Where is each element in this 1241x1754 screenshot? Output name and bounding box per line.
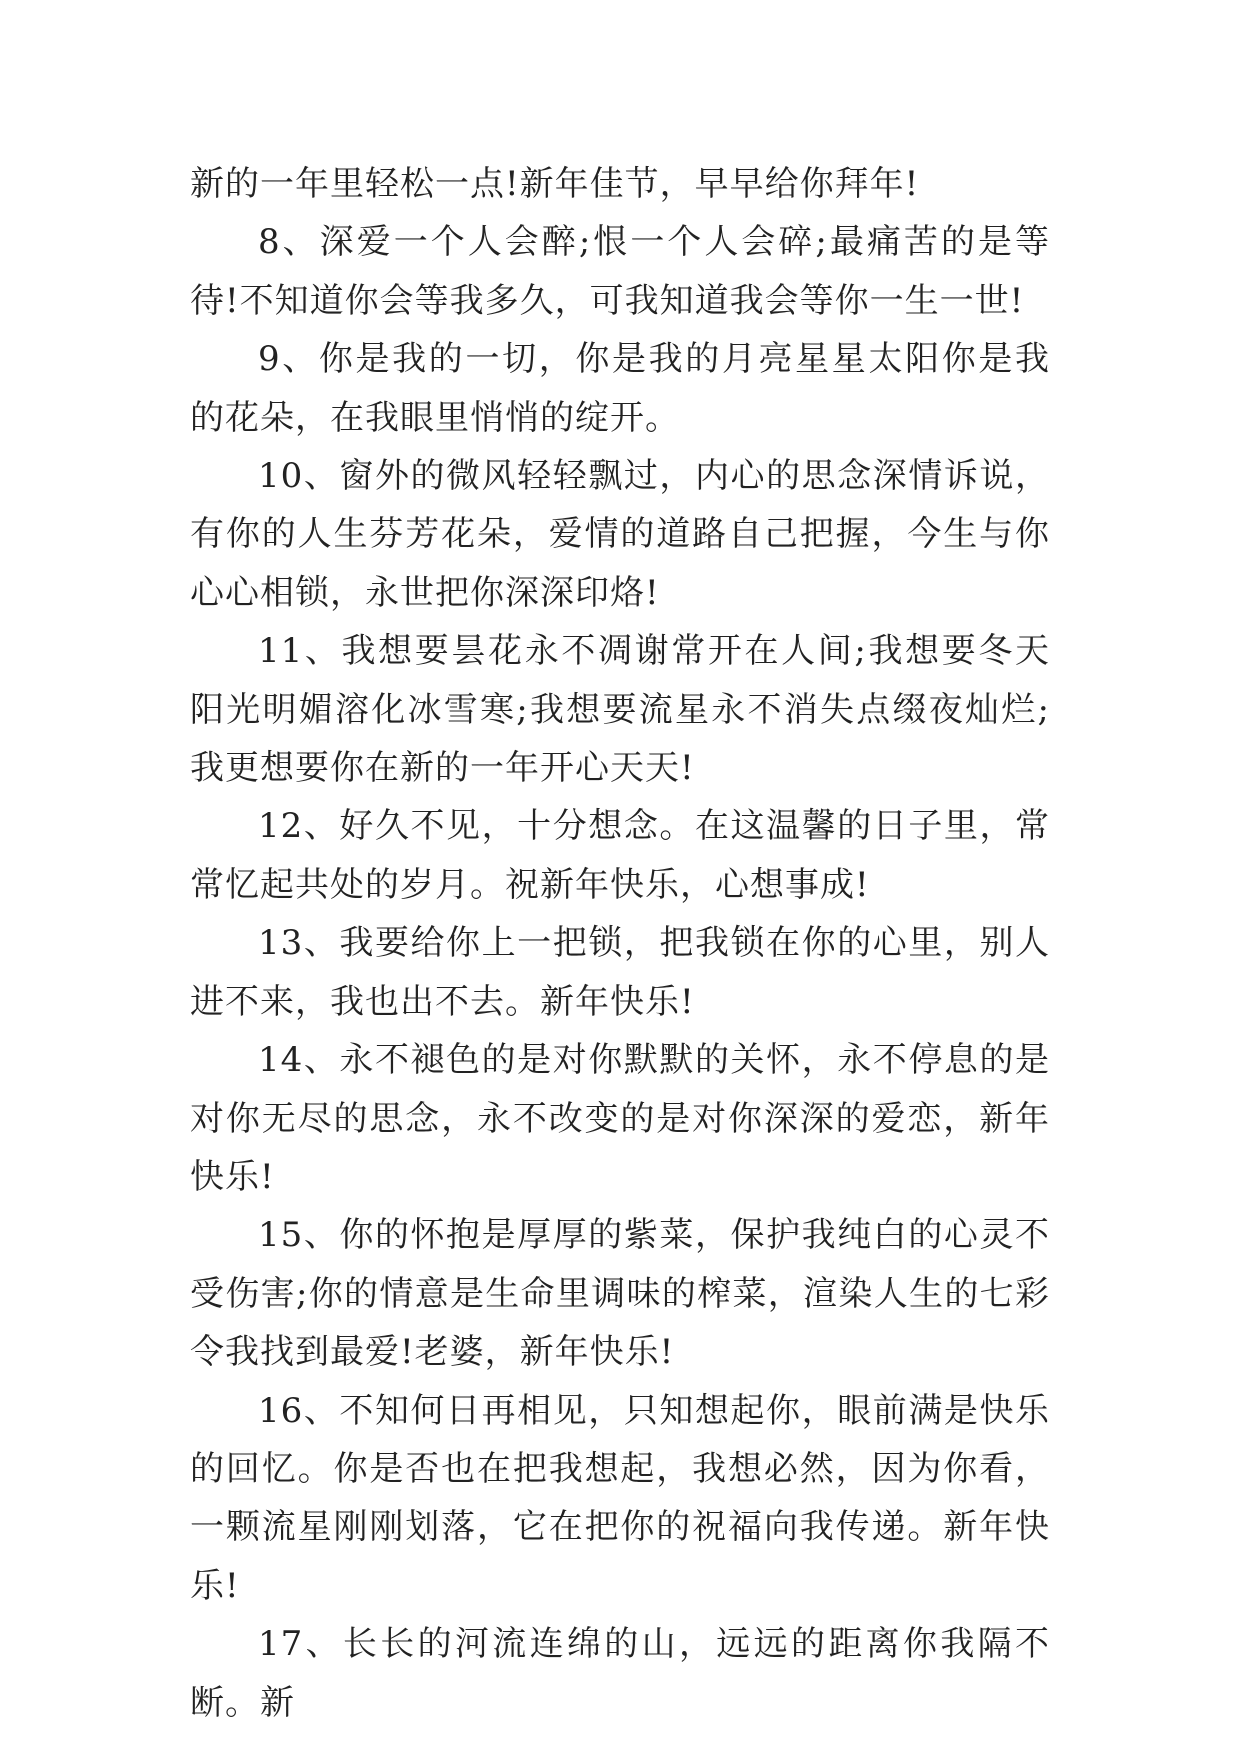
paragraph-continued: 新的一年里轻松一点!新年佳节，早早给你拜年! <box>190 164 920 204</box>
paragraph-15: 15、你的怀抱是厚厚的紫菜，保护我纯白的心灵不受伤害;你的情意是生命里调味的榨菜，渲染人生的七彩令我找到最爱!老婆，新年快乐! <box>190 1215 1050 1373</box>
paragraph-10: 10、窗外的微风轻轻飘过，内心的思念深情诉说，有你的人生芬芳花朵，爱情的道路自己把握，今生与你心心相锁，永世把你深深印烙! <box>190 456 1050 613</box>
paragraph-12: 12、好久不见，十分想念。在这温馨的日子里，常常忆起共处的岁月。祝新年快乐，心想事成! <box>190 806 1050 905</box>
paragraph-16: 16、不知何日再相见，只知想起你，眼前满是快乐的回忆。你是否也在把我想起，我想必然，因为你看，一颗流星刚刚划落，它在把你的祝福向我传递。新年快乐! <box>190 1390 1050 1606</box>
paragraph-13: 13、我要给你上一把锁，把我锁在你的心里，别人进不来，我也出不去。新年快乐! <box>190 923 1050 1022</box>
document-body <box>190 155 1050 1732</box>
paragraph-17: 17、长长的河流连绵的山，远远的距离你我隔不断。新 <box>190 1624 1050 1723</box>
paragraph-14: 14、永不褪色的是对你默默的关怀，永不停息的是对你无尽的思念，永不改变的是对你深深的爱恋，新年快乐! <box>190 1040 1050 1197</box>
paragraph-11: 11、我想要昙花永不凋谢常开在人间;我想要冬天阳光明媚溶化冰雪寒;我想要流星永不消失点缀夜灿烂;我更想要你在新的一年开心天天! <box>190 631 1050 789</box>
paragraph-9: 9、你是我的一切，你是我的月亮星星太阳你是我的花朵，在我眼里悄悄的绽开。 <box>190 339 1050 438</box>
paragraph-8: 8、深爱一个人会醉;恨一个人会碎;最痛苦的是等待!不知道你会等我多久，可我知道我会等你一生一世! <box>190 222 1050 321</box>
